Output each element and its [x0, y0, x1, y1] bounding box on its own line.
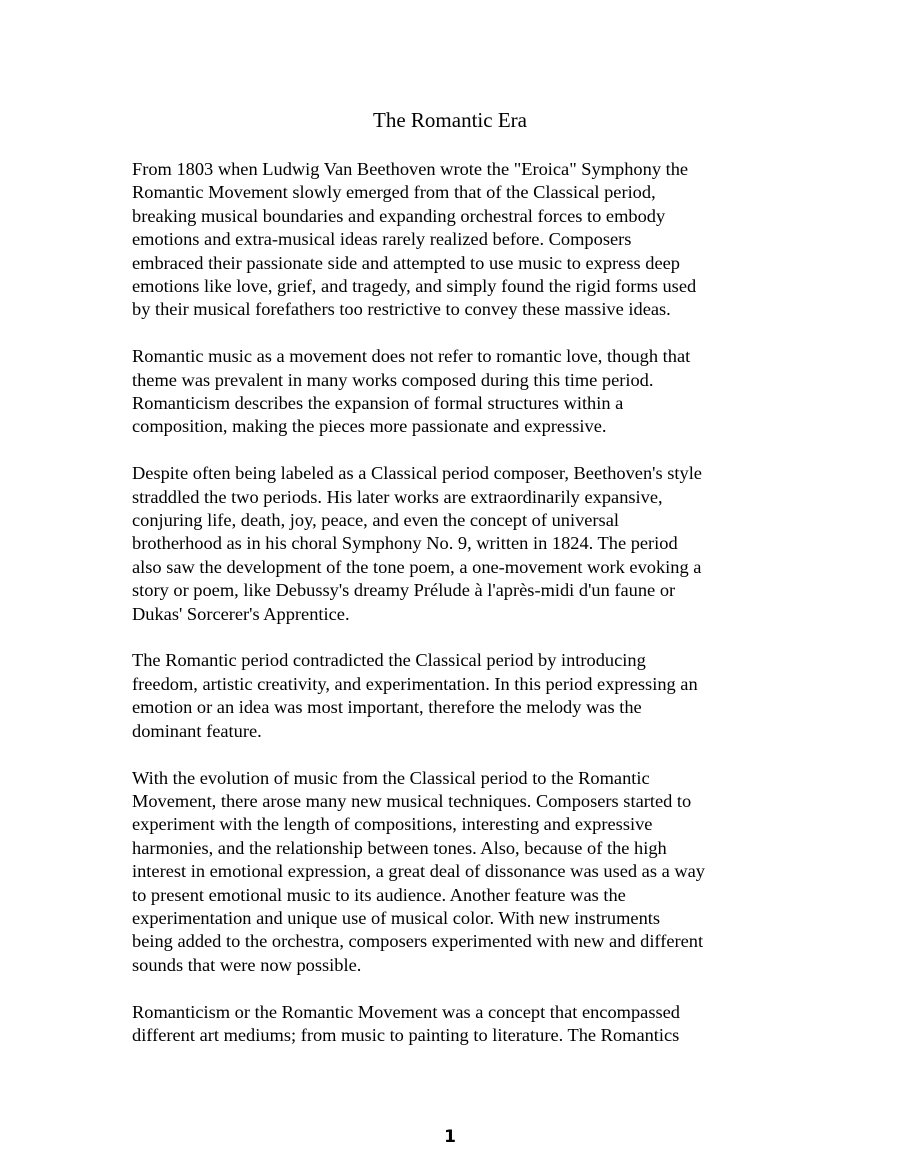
- paragraph-line: emotion or an idea was most important, therefore the melody was the: [132, 697, 642, 718]
- document-title: The Romantic Era: [373, 108, 527, 132]
- paragraph-3: [132, 462, 782, 626]
- paragraph-line: Romantic Movement slowly emerged from that of the Classical period,: [132, 182, 656, 203]
- paragraph-line: story or poem, like Debussy's dreamy Prélude à l'après-midi d'un faune or: [132, 580, 676, 601]
- paragraph-2: [132, 345, 782, 439]
- paragraph-line: experimentation and unique use of musical color. With new instruments: [132, 907, 661, 928]
- paragraph-line: Romantic music as a movement does not refer to romantic love, though that: [132, 346, 691, 367]
- paragraph-line: straddled the two periods. His later works are extraordinarily expansive,: [132, 486, 663, 507]
- paragraph-5: [132, 767, 782, 978]
- paragraph-line: brotherhood as in his choral Symphony No. 9, written in 1824. The period: [132, 533, 678, 554]
- paragraph-line: breaking musical boundaries and expanding orchestral forces to embody: [132, 205, 666, 226]
- paragraph-line: to present emotional music to its audience. Another feature was the: [132, 884, 626, 905]
- paragraph-line: conjuring life, death, joy, peace, and even the concept of universal: [132, 510, 619, 531]
- paragraph-4: [132, 649, 782, 743]
- paragraph-line: From 1803 when Ludwig Van Beethoven wrote the "Eroica" Symphony the: [132, 159, 689, 179]
- paragraph-1: [132, 158, 782, 322]
- paragraph-line: experiment with the length of compositions, interesting and expressive: [132, 814, 653, 835]
- page-number: 1: [444, 1127, 456, 1147]
- paragraph-line: composition, making the pieces more passionate and expressive.: [132, 416, 607, 437]
- paragraph-line: Romanticism describes the expansion of formal structures within a: [132, 393, 624, 414]
- paragraph-line: sounds that were now possible.: [132, 954, 362, 975]
- paragraph-line: embraced their passionate side and attempted to use music to express deep: [132, 252, 680, 273]
- paragraph-line: Despite often being labeled as a Classical period composer, Beethoven's style: [132, 463, 702, 484]
- document-body: [132, 158, 782, 1071]
- paragraph-line: Dukas' Sorcerer's Apprentice.: [132, 603, 350, 624]
- paragraph-line: harmonies, and the relationship between tones. Also, because of the high: [132, 837, 667, 858]
- paragraph-line: With the evolution of music from the Classical period to the Romantic: [132, 767, 650, 788]
- paragraph-line: by their musical forefathers too restrictive to convey these massive ideas.: [132, 299, 671, 320]
- paragraph-line: emotions like love, grief, and tragedy, and simply found the rigid forms used: [132, 276, 697, 297]
- paragraph-line: emotions and extra-musical ideas rarely realized before. Composers: [132, 229, 632, 250]
- paragraph-line: different art mediums; from music to painting to literature. The Romantics: [132, 1024, 680, 1045]
- paragraph-line: also saw the development of the tone poem, a one-movement work evoking a: [132, 556, 702, 577]
- paragraph-line: interest in emotional expression, a great deal of dissonance was used as a way: [132, 861, 705, 882]
- paragraph-line: freedom, artistic creativity, and experimentation. In this period expressing an: [132, 673, 698, 694]
- paragraph-line: Romanticism or the Romantic Movement was a concept that encompassed: [132, 1001, 681, 1022]
- paragraph-line: The Romantic period contradicted the Classical period by introducing: [132, 650, 646, 671]
- paragraph-6: [132, 1001, 782, 1048]
- paragraph-line: Movement, there arose many new musical techniques. Composers started to: [132, 790, 692, 811]
- paragraph-line: being added to the orchestra, composers experimented with new and different: [132, 931, 704, 952]
- paragraph-line: dominant feature.: [132, 720, 262, 741]
- paragraph-line: theme was prevalent in many works composed during this time period.: [132, 369, 654, 390]
